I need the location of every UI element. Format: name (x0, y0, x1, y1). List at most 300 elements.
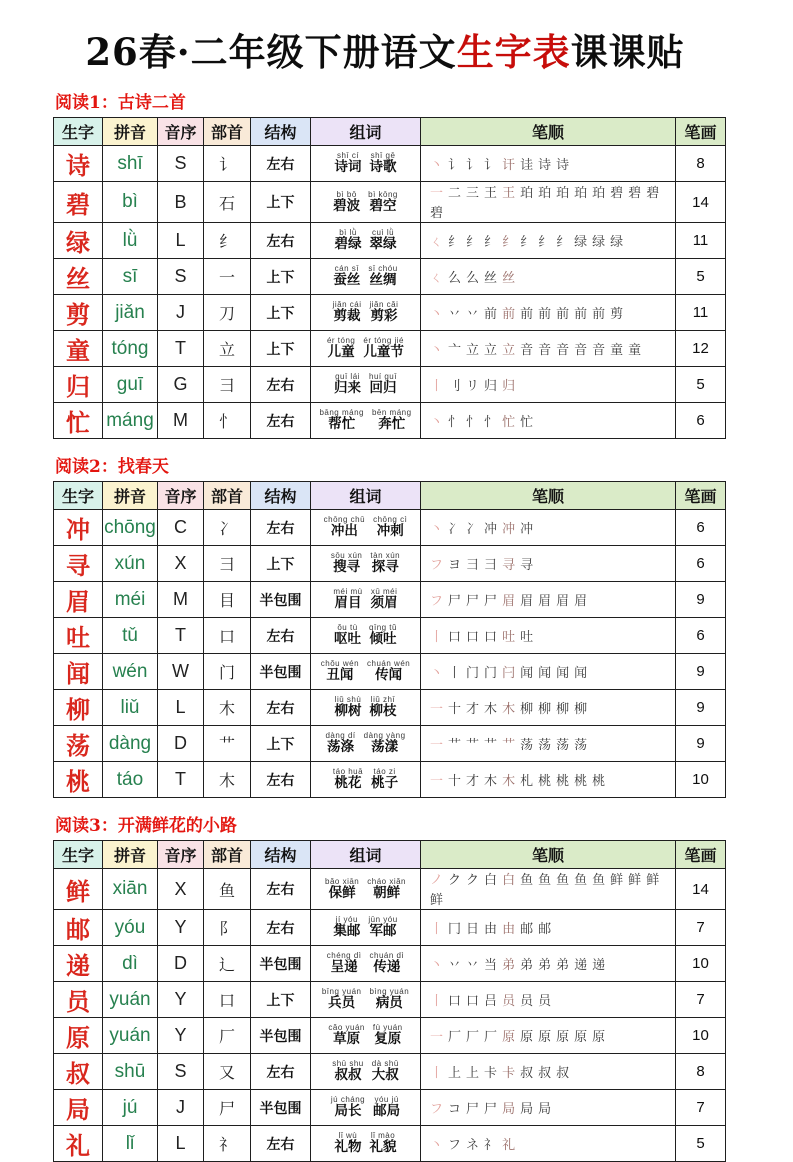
stroke-step: 丶 (430, 414, 444, 430)
stroke-step: 鱼 (556, 873, 570, 888)
stroke-count-cell: 6 (676, 618, 726, 654)
character-cell: 丝 (54, 259, 103, 295)
words-cell (311, 259, 421, 295)
stroke-step: 诗 (556, 157, 570, 173)
pinyin-cell: guī (103, 367, 158, 403)
table-row (54, 869, 726, 910)
stroke-step: 碧 (646, 186, 660, 201)
word-text: 呕吐 (334, 631, 362, 648)
word-pinyin: jú cháng (330, 1095, 366, 1105)
stroke-step: 冂 (448, 921, 462, 937)
pinyin-cell: liǔ (103, 690, 158, 726)
column-header: 笔画 (676, 841, 726, 869)
character-cell: 礼 (54, 1126, 103, 1162)
table-row (54, 510, 726, 546)
stroke-count-cell: 5 (676, 367, 726, 403)
stroke-step: 童 (628, 342, 642, 358)
stroke-step: 鲜 (610, 873, 624, 888)
alphabet-initial-cell: Y (158, 1018, 204, 1054)
stroke-step: 丶 (430, 957, 444, 973)
stroke-step: リ (466, 378, 480, 394)
stroke-step: 碧 (430, 206, 444, 221)
stroke-step: 眉 (538, 593, 552, 609)
radical-cell: 礻 (204, 1126, 251, 1162)
word-group (331, 551, 363, 576)
word-group (334, 372, 361, 397)
stroke-step: 音 (538, 342, 552, 358)
stroke-step: 寻 (502, 557, 516, 573)
stroke-step: 忄 (466, 414, 480, 430)
stroke-step: 丷 (448, 306, 462, 322)
character-cell: 童 (54, 331, 103, 367)
stroke-step: 局 (520, 1101, 534, 1117)
alphabet-initial-cell: X (158, 869, 204, 910)
stroke-step: 口 (484, 629, 498, 645)
words-cell (311, 910, 421, 946)
pinyin-cell: lǜ (103, 223, 158, 259)
stroke-step: 纟 (484, 234, 498, 250)
stroke-step: 闻 (538, 665, 552, 681)
stroke-step: 吐 (520, 629, 534, 645)
stroke-step: 刂 (448, 378, 462, 394)
pinyin-cell: shī (103, 146, 158, 182)
stroke-step: 木 (484, 701, 498, 717)
word-text: 眉目 (334, 595, 362, 612)
stroke-step: 十 (448, 773, 462, 789)
character-cell: 吐 (54, 618, 103, 654)
structure-cell: 上下 (251, 295, 311, 331)
stroke-step: 前 (520, 306, 534, 322)
stroke-step: 纟 (448, 234, 462, 250)
table-row (54, 654, 726, 690)
character-cell: 碧 (54, 182, 103, 223)
word-text: 桃子 (371, 775, 399, 792)
table-row (54, 1090, 726, 1126)
character-cell: 递 (54, 946, 103, 982)
stroke-step: 尸 (484, 593, 498, 609)
stroke-order-cell (421, 331, 676, 367)
word-text: 礼物 (334, 1139, 362, 1156)
stroke-step: 王 (502, 186, 516, 201)
radical-cell: 立 (204, 331, 251, 367)
stroke-step: 音 (556, 342, 570, 358)
stroke-step: 礼 (502, 1137, 516, 1153)
word-group (367, 659, 410, 684)
words-cell (311, 582, 421, 618)
alphabet-initial-cell: S (158, 146, 204, 182)
word-group (327, 336, 355, 361)
column-header: 结构 (251, 118, 311, 146)
radical-cell: 艹 (204, 726, 251, 762)
word-pinyin: bīng yuán (321, 987, 362, 997)
stroke-step: 前 (502, 306, 516, 322)
stroke-order-cell (421, 869, 676, 910)
stroke-step: 门 (466, 665, 480, 681)
radical-cell: 忄 (204, 403, 251, 439)
stroke-count-cell: 8 (676, 1054, 726, 1090)
stroke-count-cell: 10 (676, 762, 726, 798)
word-group (333, 767, 363, 792)
table-row (54, 331, 726, 367)
character-cell: 诗 (54, 146, 103, 182)
stroke-step: 柳 (538, 701, 552, 717)
stroke-step: 桃 (556, 773, 570, 789)
stroke-step: 绿 (574, 234, 588, 250)
alphabet-initial-cell: G (158, 367, 204, 403)
header-row (54, 482, 726, 510)
stroke-order-cell (421, 654, 676, 690)
column-header: 部首 (204, 118, 251, 146)
word-pinyin: dà shū (371, 1059, 399, 1069)
alphabet-initial-cell: S (158, 259, 204, 295)
structure-cell: 左右 (251, 403, 311, 439)
stroke-step: 鲜 (430, 893, 444, 908)
stroke-step: ク (448, 873, 462, 888)
section-label: 阅读2：找春天 (55, 457, 169, 477)
stroke-step: 叔 (538, 1065, 552, 1081)
word-pinyin: fù yuán (372, 1023, 403, 1033)
word-text: 蚕丝 (333, 272, 361, 289)
stroke-step: 冫 (448, 521, 462, 537)
stroke-step: 荡 (556, 737, 570, 753)
word-group (333, 300, 362, 325)
stroke-step: 才 (466, 701, 480, 717)
stroke-step: 珀 (520, 186, 534, 201)
alphabet-initial-cell: M (158, 582, 204, 618)
word-pinyin: táo zi (373, 767, 396, 777)
words-cell (311, 223, 421, 259)
word-pinyin: méi mù (333, 587, 363, 597)
stroke-step: 木 (502, 701, 516, 717)
stroke-step: 珀 (592, 186, 606, 201)
radical-cell: 石 (204, 182, 251, 223)
stroke-step: 弟 (538, 957, 552, 973)
pinyin-cell: tǔ (103, 618, 158, 654)
stroke-step: 札 (520, 773, 534, 789)
radical-cell: 讠 (204, 146, 251, 182)
word-pinyin: huí guī (369, 372, 397, 382)
stroke-step: 由 (502, 921, 516, 937)
title-prefix: 26春·二年级下册语文 (85, 30, 457, 74)
column-header: 结构 (251, 482, 311, 510)
table-row (54, 146, 726, 182)
stroke-step: 忙 (502, 414, 516, 430)
stroke-step: 卡 (502, 1065, 516, 1081)
word-group (369, 623, 397, 648)
radical-cell: 厂 (204, 1018, 251, 1054)
stroke-step: 丨 (430, 993, 444, 1009)
stroke-step: 眉 (574, 593, 588, 609)
stroke-step: 立 (466, 342, 480, 358)
stroke-step: 丶 (430, 1137, 444, 1153)
stroke-step: コ (448, 1101, 462, 1117)
stroke-step: 前 (556, 306, 570, 322)
pinyin-cell: jú (103, 1090, 158, 1126)
stroke-step: 丶 (430, 157, 444, 173)
table-row (54, 295, 726, 331)
stroke-step: 才 (466, 773, 480, 789)
title-highlight: 生字表 (456, 30, 571, 74)
word-text: 呈递 (330, 959, 358, 976)
stroke-step: 碧 (610, 186, 624, 201)
words-cell (311, 1090, 421, 1126)
table-row (54, 946, 726, 982)
pinyin-cell: tóng (103, 331, 158, 367)
table-row (54, 982, 726, 1018)
section-label: 阅读1：古诗二首 (55, 93, 186, 113)
stroke-order-cell (421, 946, 676, 982)
word-text: 碧绿 (334, 236, 362, 253)
stroke-step: フ (430, 1101, 444, 1117)
stroke-step: 木 (502, 773, 516, 789)
stroke-step: 纟 (556, 234, 570, 250)
word-text: 回归 (369, 380, 397, 397)
stroke-order-cell (421, 582, 676, 618)
stroke-step: 丷 (448, 957, 462, 973)
column-header: 生字 (54, 482, 103, 510)
pinyin-cell: yuán (103, 982, 158, 1018)
stroke-step: 立 (484, 342, 498, 358)
alphabet-initial-cell: J (158, 1090, 204, 1126)
stroke-step: 前 (592, 306, 606, 322)
stroke-step: 丨 (430, 921, 444, 937)
character-cell: 桃 (54, 762, 103, 798)
sections-container (53, 88, 793, 1162)
stroke-count-cell: 11 (676, 295, 726, 331)
words-cell (311, 618, 421, 654)
stroke-step: 丝 (502, 270, 516, 286)
stroke-step: 艹 (466, 737, 480, 753)
structure-cell: 半包围 (251, 1018, 311, 1054)
alphabet-initial-cell: C (158, 510, 204, 546)
word-group (333, 915, 360, 940)
structure-cell: 半包围 (251, 1090, 311, 1126)
stroke-step: 音 (574, 342, 588, 358)
word-text: 碧空 (369, 197, 397, 214)
structure-cell: 左右 (251, 869, 311, 910)
stroke-order-cell (421, 223, 676, 259)
word-text: 复原 (374, 1031, 402, 1048)
stroke-step: ヨ (448, 557, 462, 573)
table-row (54, 259, 726, 295)
word-group (370, 695, 397, 720)
alphabet-initial-cell: D (158, 946, 204, 982)
character-table (53, 481, 726, 798)
stroke-count-cell: 5 (676, 259, 726, 295)
stroke-step: 么 (448, 270, 462, 286)
stroke-step: 艹 (484, 737, 498, 753)
stroke-step: ㄑ (430, 270, 444, 286)
column-header: 组词 (311, 841, 421, 869)
character-cell: 闻 (54, 654, 103, 690)
stroke-order-cell (421, 510, 676, 546)
stroke-step: 讠 (484, 157, 498, 173)
stroke-step: 亠 (448, 342, 462, 358)
word-group (321, 659, 359, 684)
word-pinyin: chuán dì (369, 951, 405, 961)
word-pinyin: bēn máng (371, 408, 412, 418)
radical-cell: 冫 (204, 510, 251, 546)
stroke-step: 原 (556, 1029, 570, 1045)
stroke-step: 白 (502, 873, 516, 888)
stroke-step: 剪 (610, 306, 624, 322)
word-text: 邮局 (373, 1103, 401, 1120)
structure-cell: 左右 (251, 618, 311, 654)
word-pinyin: jí yóu (335, 915, 358, 925)
pinyin-cell: táo (103, 762, 158, 798)
word-pinyin: chōng cì (373, 515, 408, 525)
stroke-step: 鲜 (646, 873, 660, 888)
stroke-step: 鱼 (520, 873, 534, 888)
word-group (370, 551, 400, 576)
word-group (331, 1095, 365, 1120)
word-pinyin: jūn yóu (368, 915, 398, 925)
stroke-step: 冲 (520, 521, 534, 537)
word-pinyin: liǔ shù (334, 695, 362, 705)
word-pinyin: jiǎn cǎi (369, 300, 399, 310)
words-cell (311, 690, 421, 726)
pinyin-cell: dàng (103, 726, 158, 762)
character-cell: 叔 (54, 1054, 103, 1090)
stroke-step: 寻 (520, 557, 534, 573)
alphabet-initial-cell: T (158, 762, 204, 798)
stroke-count-cell: 14 (676, 869, 726, 910)
pinyin-cell: máng (103, 403, 158, 439)
alphabet-initial-cell: T (158, 618, 204, 654)
stroke-step: 丨 (430, 629, 444, 645)
character-cell: 邮 (54, 910, 103, 946)
alphabet-initial-cell: S (158, 1054, 204, 1090)
words-cell (311, 726, 421, 762)
stroke-step: 闻 (520, 665, 534, 681)
word-text: 柳枝 (369, 703, 397, 720)
stroke-step: ノ (430, 873, 444, 888)
words-cell (311, 510, 421, 546)
stroke-count-cell: 12 (676, 331, 726, 367)
stroke-step: 桃 (538, 773, 552, 789)
word-pinyin: lǐ mào (370, 1131, 396, 1141)
stroke-step: 讦 (502, 157, 516, 173)
stroke-step: 弟 (502, 957, 516, 973)
word-text: 大叔 (371, 1067, 399, 1084)
stroke-step: 归 (502, 378, 516, 394)
word-pinyin: bì lǜ (339, 228, 357, 238)
radical-cell: 目 (204, 582, 251, 618)
stroke-order-cell (421, 1126, 676, 1162)
column-header: 组词 (311, 118, 421, 146)
stroke-step: 么 (466, 270, 480, 286)
stroke-step: 尸 (448, 593, 462, 609)
table-row (54, 690, 726, 726)
word-text: 冲刺 (376, 523, 404, 540)
structure-cell: 上下 (251, 726, 311, 762)
word-group (372, 408, 412, 433)
column-header: 生字 (54, 841, 103, 869)
radical-cell: 木 (204, 690, 251, 726)
stroke-step: 一 (430, 1029, 444, 1045)
stroke-step: 丨 (430, 378, 444, 394)
structure-cell: 半包围 (251, 654, 311, 690)
stroke-step: 一 (430, 773, 444, 789)
stroke-step: 尸 (466, 1101, 480, 1117)
word-text: 归来 (334, 380, 362, 397)
word-text: 丝绸 (369, 272, 397, 289)
word-pinyin: dàng dí (325, 731, 356, 741)
stroke-order-cell (421, 1018, 676, 1054)
word-text: 须眉 (370, 595, 398, 612)
table-row (54, 182, 726, 223)
word-pinyin: chōng chū (323, 515, 366, 525)
words-cell (311, 1054, 421, 1090)
stroke-count-cell: 11 (676, 223, 726, 259)
stroke-step: 原 (592, 1029, 606, 1045)
word-group (373, 1095, 400, 1120)
word-text: 荡涤 (327, 739, 355, 756)
stroke-step: 彐 (484, 557, 498, 573)
word-group (328, 1023, 364, 1048)
word-group (324, 515, 365, 540)
word-text: 诗词 (334, 159, 362, 176)
word-pinyin: sī chóu (368, 264, 398, 274)
stroke-count-cell: 6 (676, 510, 726, 546)
word-text: 集邮 (333, 923, 361, 940)
stroke-step: 弟 (556, 957, 570, 973)
stroke-step: フ (448, 1137, 462, 1153)
stroke-step: 鱼 (592, 873, 606, 888)
stroke-step: 音 (520, 342, 534, 358)
stroke-step: 前 (574, 306, 588, 322)
stroke-step: 忄 (484, 414, 498, 430)
stroke-count-cell: 9 (676, 690, 726, 726)
stroke-step: 诗 (538, 157, 552, 173)
word-text: 叔叔 (334, 1067, 362, 1084)
radical-cell: 刀 (204, 295, 251, 331)
table-row (54, 618, 726, 654)
words-cell (311, 403, 421, 439)
stroke-order-cell (421, 546, 676, 582)
stroke-step: 纟 (520, 234, 534, 250)
word-group (335, 1131, 362, 1156)
word-pinyin: yóu jú (374, 1095, 399, 1105)
word-text: 碧波 (333, 197, 361, 214)
stroke-step: 绿 (610, 234, 624, 250)
stroke-order-cell (421, 910, 676, 946)
stroke-count-cell: 7 (676, 1090, 726, 1126)
word-pinyin: guī lái (335, 372, 360, 382)
stroke-step: 员 (538, 993, 552, 1009)
stroke-step: 艹 (448, 737, 462, 753)
stroke-step: ㄑ (430, 234, 444, 250)
stroke-step: 一 (430, 701, 444, 717)
stroke-step: 由 (484, 921, 498, 937)
radical-cell: 辶 (204, 946, 251, 982)
word-pinyin: ér tóng jié (363, 336, 405, 346)
stroke-step: 厂 (484, 1029, 498, 1045)
pinyin-cell: sī (103, 259, 158, 295)
structure-cell: 左右 (251, 1126, 311, 1162)
radical-cell: 阝 (204, 910, 251, 946)
stroke-step: 递 (592, 957, 606, 973)
stroke-step: ク (466, 873, 480, 888)
word-group (373, 1023, 403, 1048)
word-group (369, 372, 397, 397)
pinyin-cell: dì (103, 946, 158, 982)
stroke-step: 珀 (574, 186, 588, 201)
stroke-count-cell: 10 (676, 946, 726, 982)
word-group (371, 587, 398, 612)
structure-cell: 上下 (251, 182, 311, 223)
section-label: 阅读3：开满鲜花的小路 (55, 816, 237, 836)
